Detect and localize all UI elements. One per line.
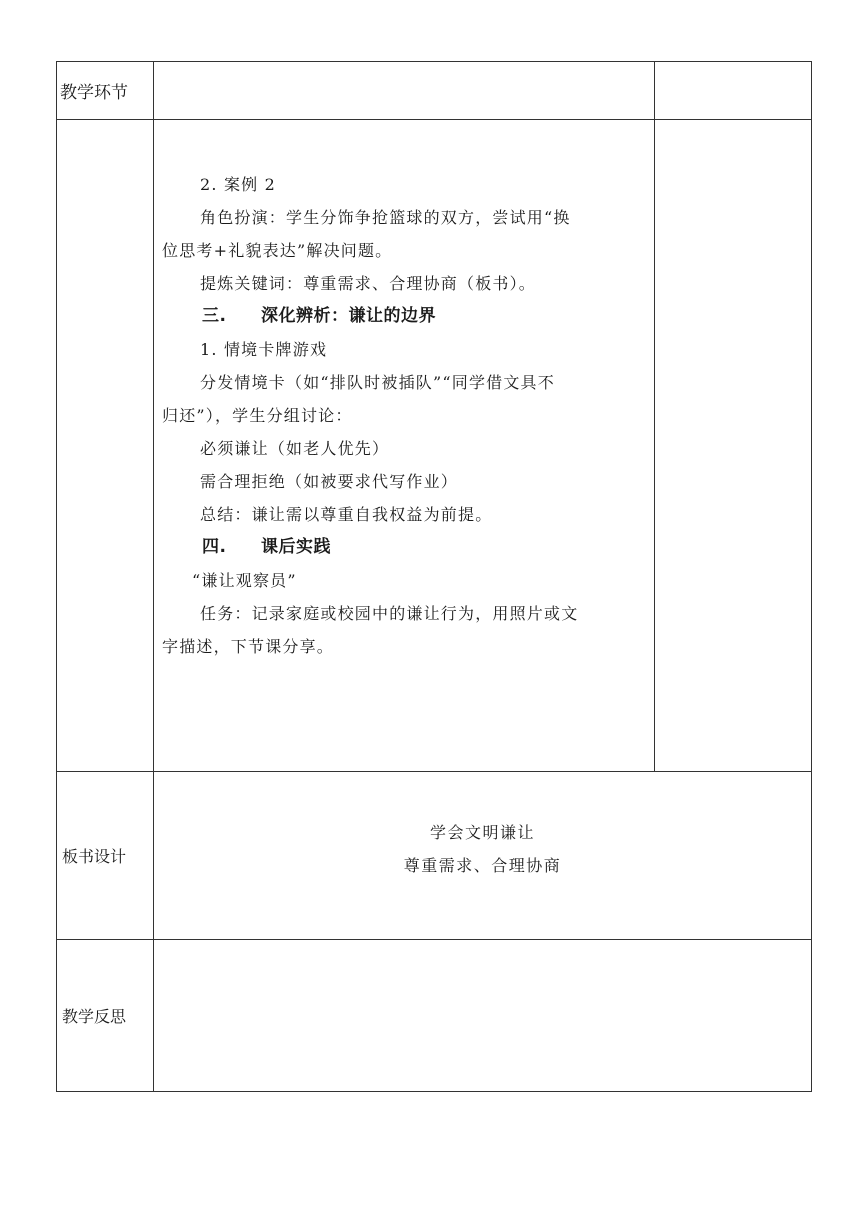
summary-line: 总结：谦让需以尊重自我权益为前提。: [200, 505, 493, 524]
section-4-heading: [162, 531, 648, 564]
must-yield-line: 必须谦让（如老人优先）: [200, 439, 390, 458]
lesson-body-row: [57, 120, 812, 772]
task-line-2: 字描述，下节课分享。: [162, 637, 335, 656]
section-4-title: 课后实践: [261, 537, 331, 557]
situation-cards-line-1: 分发情境卡（如“排队时被插队”“同学借文具不: [200, 373, 555, 392]
lesson-body-notes-cell: [655, 120, 812, 772]
reflection-content-cell: [154, 940, 812, 1092]
reflection-label-cell: [57, 940, 154, 1092]
section-4-number: 四.: [202, 537, 227, 557]
board-design-content-cell: [154, 772, 812, 940]
section-3-number: 三.: [202, 306, 227, 326]
board-design-content: [154, 816, 811, 882]
situation-cards-line-2: 归还”），学生分组讨论：: [162, 406, 353, 425]
card-game-title: 1. 情境卡牌游戏: [200, 340, 328, 359]
role-play-line-1: 角色扮演：学生分饰争抢篮球的双方，尝试用“换: [200, 208, 571, 227]
board-design-label-cell: [57, 772, 154, 940]
task-line-1: 任务：记录家庭或校园中的谦让行为，用照片或文: [200, 604, 579, 623]
observer-line: “谦让观察员”: [192, 571, 297, 590]
lesson-body-content-cell: [154, 120, 655, 772]
reflection-label: 教学反思: [62, 1007, 127, 1026]
board-design-row: [57, 772, 812, 940]
board-line-1: 学会文明谦让: [429, 822, 535, 842]
teaching-stage-notes-cell: [655, 62, 812, 120]
teaching-stage-content-cell: [154, 62, 655, 120]
section-3-title: 深化辨析：谦让的边界: [261, 306, 436, 326]
teaching-stage-row: [57, 62, 812, 120]
board-line-2: 尊重需求、合理协商: [403, 855, 562, 875]
case-2-title: 2. 案例 2: [200, 175, 277, 194]
board-design-label: 板书设计: [62, 847, 127, 866]
section-3-heading: [162, 300, 648, 333]
refuse-line: 需合理拒绝（如被要求代写作业）: [200, 472, 459, 491]
teaching-stage-label: 教学环节: [60, 83, 128, 103]
role-play-line-2: 位思考+礼貌表达”解决问题。: [162, 241, 393, 260]
lesson-body-label-cell: [57, 120, 154, 772]
lesson-plan-table: [56, 61, 812, 1092]
lesson-content: [154, 120, 654, 663]
keywords-line: 提炼关键词：尊重需求、合理协商（板书）。: [200, 274, 537, 293]
teaching-stage-label-cell: [57, 62, 154, 120]
reflection-row: [57, 940, 812, 1092]
